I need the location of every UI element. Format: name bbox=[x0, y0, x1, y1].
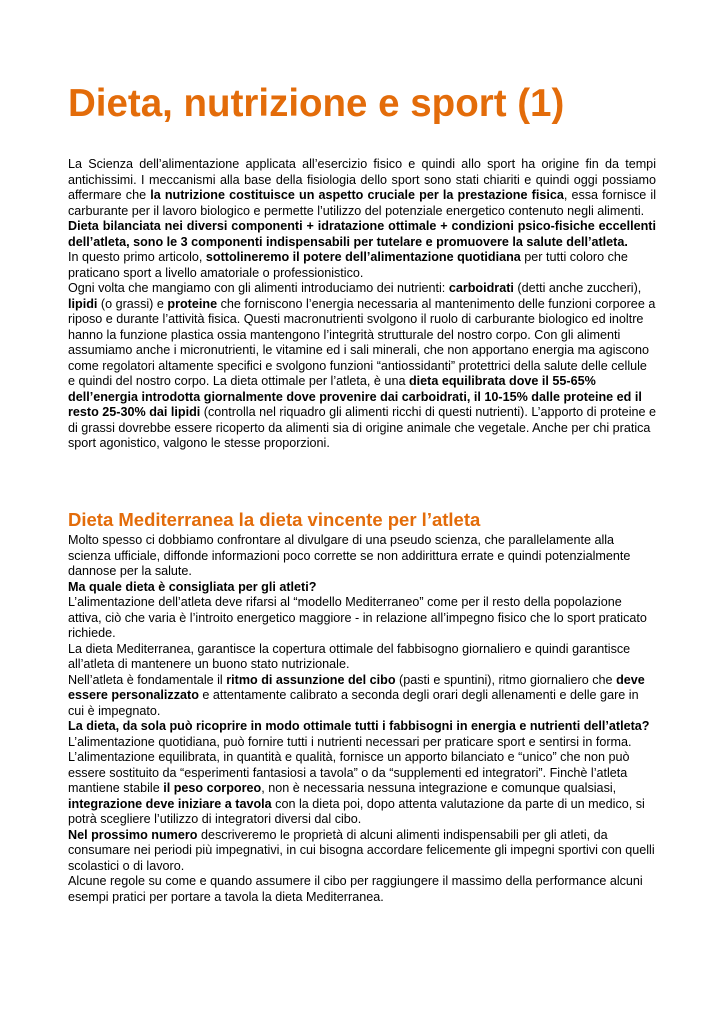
question-heading bbox=[68, 719, 656, 735]
bold-run: deve essere personalizzato bbox=[68, 672, 645, 702]
bold-run: il peso corporeo bbox=[163, 781, 262, 795]
text-run: La Scienza dell’alimentazione applicata all’esercizio fisico e quindi allo sport ha origine fin da tempi antichissimi. I meccanismi alla base della fisiologia dello sport sono stati chiariti e quindi oggi possiamo affermare che bbox=[68, 157, 656, 202]
text-run: (pasti e spuntini), ritmo giornaliero che bbox=[395, 672, 617, 687]
bold-run: proteine bbox=[167, 296, 218, 311]
bold-run: integrazione deve iniziare a tavola bbox=[68, 796, 272, 811]
rhythm-paragraph bbox=[68, 673, 656, 720]
section-heading: Dieta Mediterranea la dieta vincente per l’atleta bbox=[68, 509, 481, 530]
text-run: (o grassi) e bbox=[97, 296, 168, 311]
text-run: per tutti coloro che praticano sport a livello amatoriale o professionistico. bbox=[68, 250, 628, 280]
bold-run: Ma quale dieta è consigliata per gli atleti? bbox=[68, 579, 317, 594]
intro-paragraph bbox=[68, 157, 656, 219]
text-run: e attentamente calibrato a seconda degli orari degli allenamenti e delle gare in cui è impegnato. bbox=[68, 688, 639, 718]
bold-run: lipidi bbox=[68, 296, 98, 311]
text-run: In questo primo articolo, bbox=[68, 250, 206, 264]
bold-run: sottolineremo il potere dell’alimentazione quotidiana bbox=[205, 250, 521, 264]
section-mediterranean bbox=[68, 533, 656, 905]
bold-run: La dieta, da sola può ricoprire in modo ottimale tutti i fabbisogni in energia e nutrienti dell’atleta? bbox=[68, 719, 650, 733]
page-title: Dieta, nutrizione e sport (1) bbox=[68, 82, 565, 125]
text-run: Ogni volta che mangiamo con gli alimenti introduciamo dei nutrienti: bbox=[68, 281, 449, 295]
text-run: (detti anche zuccheri), bbox=[513, 281, 642, 295]
bold-run: ritmo di assunzione del cibo bbox=[226, 672, 396, 687]
closing-paragraph: Alcune regole su come e quando assumere il cibo per raggiungere il massimo della performance alcuni esempi pratici per portare a tavola la dieta Mediterranea. bbox=[68, 874, 643, 904]
pseudo-science-paragraph: Molto spesso ci dobbiamo confrontare al divulgare di una pseudo scienza, che parallelamente alla scienza ufficiale, diffonde informazioni poco corrette se non addirittura errate e quindi potenzialmente dannose per la salute. bbox=[68, 533, 631, 578]
bold-run: Nel prossimo numero bbox=[68, 827, 198, 842]
text-run: con la dieta poi, dopo attenta valutazione da parte di un medico, si potrà scegliere l’utilizzo di integratori diversi dal cibo. bbox=[68, 796, 645, 826]
bold-run: dieta equilibrata dove il 55-65% dell’energia introdotta giornalmente dove provenire dai carboidrati, il 10-15% dalle proteine ed il resto 25-30% dai lipidi bbox=[68, 374, 642, 419]
text-run: descriveremo le proprietà di alcuni alimenti indispensabili per gli atleti, da consumare nei periodi più impegnativi, in cui bisogna accordare felicemente gli impegni sportivi con quelli scolastici o di lavoro. bbox=[68, 827, 655, 873]
text-run: , essa fornisce il carburante per il lavoro biologico e permette l’utilizzo del potenziale energetico contenuto negli alimenti. bbox=[68, 188, 656, 218]
text-run: Nell’atleta è fondamentale il bbox=[68, 672, 227, 687]
text-run: , non è necessaria nessuna integrazione e comunque qualsiasi, bbox=[261, 781, 617, 795]
next-issue-paragraph bbox=[68, 828, 656, 875]
question-heading bbox=[68, 580, 656, 596]
bold-run: carboidrati bbox=[448, 281, 514, 295]
bold-run: la nutrizione costituisce un aspetto cruciale per la prestazione fisica bbox=[150, 188, 564, 202]
text-run: che forniscono l’energia necessaria al mantenimento delle funzioni corporee a riposo e durante l’attività fisica. Questi macronutrienti svolgono il ruolo di carburante biologico ed inoltre hanno la funzione plastica ossia mantengono l’integrità strutturale del nostro corpo. Con gli alimenti assumiamo anche i micronutrienti, le vitamine ed i sali minerali, che non apportano energia ma agiscono come regolatori altamente specifici e svolgono funzioni “antiossidanti” protettrici della salute delle cellule e quindi del nostro corpo. La dieta ottimale per l’atleta, è una bbox=[68, 296, 656, 388]
text-run: (controlla nel riquadro gli alimenti ricchi di questi nutrienti). L’apporto di proteine e di grassi dovrebbe essere ricoperto da alimenti sia di origine animale che vegetale. Anche per chi pratica sport agonistico, valgono le stesse proporzioni. bbox=[68, 405, 656, 450]
daily-nutrition-paragraph: L’alimentazione quotidiana, può fornire tutti i nutrienti necessari per praticare sport e sentirsi in forma. bbox=[68, 734, 632, 749]
model-paragraph: L’alimentazione dell’atleta deve rifarsi al “modello Mediterraneo” come per il resto della popolazione attiva, ciò che varia è l’introito energetico maggiore - in relazione all’impegno fisico che lo sport praticato richiede. bbox=[68, 595, 647, 640]
coverage-paragraph: La dieta Mediterranea, garantisce la copertura ottimale del fabbisogno giornaliero e quindi garantisce all’atleta di mantenere un buono stato nutrizionale. bbox=[68, 641, 631, 671]
key-formula-paragraph bbox=[68, 219, 656, 250]
balanced-diet-paragraph bbox=[68, 750, 656, 828]
article-purpose-paragraph bbox=[68, 250, 656, 281]
text-run: L’alimentazione equilibrata, in quantità e qualità, fornisce un apporto bilanciato e “unico” che non può essere sostituito da “esperimenti fantasiosi a tavola” o da “supplementi ed integratori”. Finchè l’atleta mantiene stabile bbox=[68, 750, 630, 795]
section-intro bbox=[68, 157, 656, 452]
nutrients-paragraph bbox=[68, 281, 656, 452]
bold-run: Dieta bilanciata nei diversi componenti + idratazione ottimale + condizioni psico-fisiche eccellenti dell’atleta, sono le 3 componenti indispensabili per tutelare e promuovere la salute dell’atleta. bbox=[68, 219, 656, 249]
